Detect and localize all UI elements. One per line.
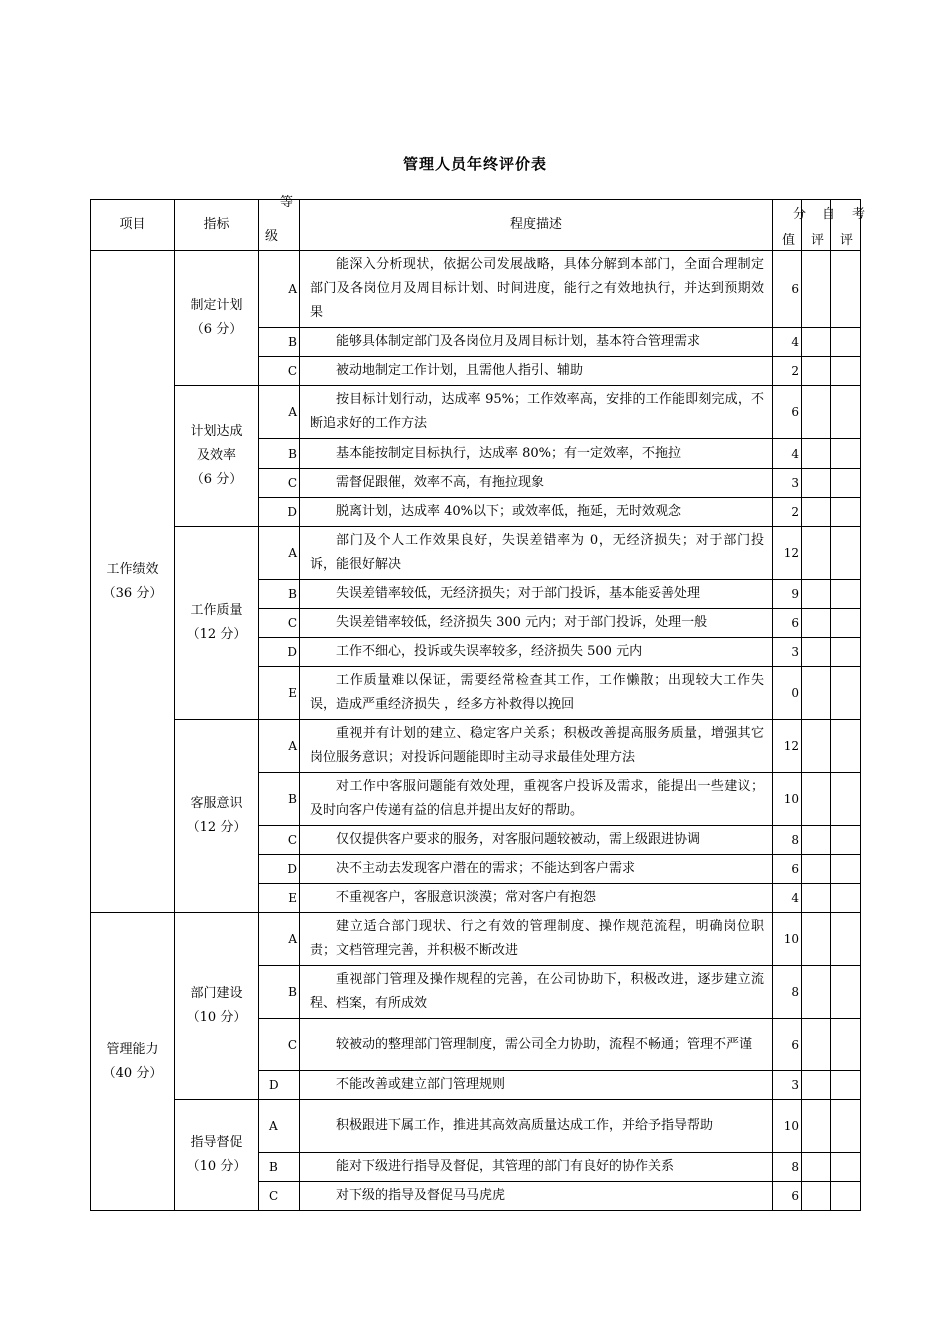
table-row — [91, 386, 861, 439]
score-cell: 4 — [773, 328, 802, 357]
description-cell: 对下级的指导及督促马马虎虎 — [300, 1182, 773, 1211]
description-cell: 较被动的整理部门管理制度，需公司全力协助，流程不畅通；管理不严谨 — [300, 1019, 773, 1071]
self-review-cell — [802, 357, 831, 386]
self-review-cell — [802, 855, 831, 884]
score-cell: 6 — [773, 1019, 802, 1071]
exam-review-cell — [831, 826, 861, 855]
description-cell: 被动地制定工作计划，且需他人指引、辅助 — [300, 357, 773, 386]
grade-cell: C — [259, 1182, 300, 1211]
grade-cell: D — [259, 855, 300, 884]
self-review-cell — [802, 251, 831, 328]
category-cell — [91, 913, 175, 1211]
header-item: 项目 — [91, 200, 175, 251]
indicator-name: 制定计划 — [190, 298, 243, 313]
self-review-cell — [802, 720, 831, 773]
grade-cell: B — [259, 1153, 300, 1182]
description-cell: 工作质量难以保证，需要经常检查其工作，工作懒散；出现较大工作失误，造成严重经济损失 ，经多方补救得以挽回 — [300, 667, 773, 720]
score-cell: 6 — [773, 855, 802, 884]
score-cell: 3 — [773, 469, 802, 498]
self-review-cell — [802, 1153, 831, 1182]
self-review-cell — [802, 884, 831, 913]
score-cell: 4 — [773, 439, 802, 469]
grade-cell: C — [259, 826, 300, 855]
header-exam-review — [831, 200, 866, 251]
header-grade-line-1: 等 — [279, 195, 293, 210]
indicator-points: （10 分） — [186, 1159, 247, 1174]
indicator-cell — [175, 1100, 259, 1211]
header-grade — [259, 195, 300, 251]
indicator-name: 工作质量 — [190, 603, 243, 618]
exam-review-cell — [831, 498, 861, 527]
description-cell: 能对下级进行指导及督促，其管理的部门有良好的协作关系 — [300, 1153, 773, 1182]
self-review-cell — [802, 609, 831, 638]
exam-review-cell — [831, 580, 861, 609]
page-title: 管理人员年终评价表 — [402, 155, 547, 173]
header-grade-line-2: 级 — [265, 229, 279, 244]
description-cell: 能够具体制定部门及各岗位月及周目标计划，基本符合管理需求 — [300, 328, 773, 357]
score-cell: 2 — [773, 498, 802, 527]
grade-cell: C — [259, 609, 300, 638]
self-review-cell — [802, 386, 831, 439]
indicator-cell — [175, 527, 259, 720]
indicator-points: （10 分） — [186, 1010, 247, 1025]
header-exam-line-2: 评 — [840, 233, 854, 248]
self-review-cell — [802, 773, 831, 826]
grade-cell: A — [259, 386, 300, 439]
description-cell: 失误差错率较低，经济损失 300 元内；对于部门投诉，处理一般 — [300, 609, 773, 638]
grade-cell: A — [259, 251, 300, 328]
description-cell: 不能改善或建立部门管理规则 — [300, 1071, 773, 1100]
exam-review-cell — [831, 386, 861, 439]
table-row — [91, 720, 861, 773]
grade-cell: B — [259, 580, 300, 609]
indicator-cell — [175, 913, 259, 1100]
exam-review-cell — [831, 773, 861, 826]
self-review-cell — [802, 1182, 831, 1211]
category-points: （36 分） — [102, 585, 163, 601]
score-cell: 10 — [773, 773, 802, 826]
grade-cell: E — [259, 667, 300, 720]
exam-review-cell — [831, 966, 861, 1019]
header-self-review — [802, 200, 836, 251]
score-cell: 6 — [773, 386, 802, 439]
table-row — [91, 251, 861, 328]
category-cell — [91, 251, 175, 913]
score-cell: 6 — [773, 1182, 802, 1211]
description-cell: 失误差错率较低，无经济损失；对于部门投诉，基本能妥善处理 — [300, 580, 773, 609]
self-review-cell — [802, 580, 831, 609]
self-review-cell — [802, 328, 831, 357]
exam-review-cell — [831, 1019, 861, 1071]
header-exam-line-1: 考 — [852, 207, 866, 222]
table-row — [91, 527, 861, 580]
header-indicator: 指标 — [175, 200, 259, 251]
header-description: 程度描述 — [300, 200, 773, 251]
self-review-cell — [802, 913, 831, 966]
grade-cell: A — [259, 720, 300, 773]
self-review-cell — [802, 826, 831, 855]
exam-review-cell — [831, 328, 861, 357]
description-cell: 建立适合部门现状、行之有效的管理制度、操作规范流程，明确岗位职责；文档管理完善，并积极不断改进 — [300, 913, 773, 966]
self-review-cell — [802, 469, 831, 498]
header-score-line-1: 分 — [793, 207, 807, 222]
score-cell: 12 — [773, 527, 802, 580]
indicator-name: 指导督促 — [190, 1135, 243, 1150]
exam-review-cell — [831, 1071, 861, 1100]
grade-cell: A — [259, 913, 300, 966]
score-cell: 8 — [773, 1153, 802, 1182]
indicator-points: （12 分） — [186, 820, 247, 835]
exam-review-cell — [831, 720, 861, 773]
exam-review-cell — [831, 1153, 861, 1182]
indicator-cell — [175, 251, 259, 386]
description-cell: 重视并有计划的建立、稳定客户关系；积极改善提高服务质量，增强其它岗位服务意识；对投诉问题能即时主动寻求最佳处理方法 — [300, 720, 773, 773]
description-cell: 不重视客户，客服意识淡漠；常对客户有抱怨 — [300, 884, 773, 913]
grade-cell: D — [259, 1071, 300, 1100]
self-review-cell — [802, 498, 831, 527]
exam-review-cell — [831, 609, 861, 638]
exam-review-cell — [831, 913, 861, 966]
score-cell: 2 — [773, 357, 802, 386]
description-cell: 仅仅提供客户要求的服务，对客服问题较被动，需上级跟进协调 — [300, 826, 773, 855]
description-cell: 对工作中客服问题能有效处理，重视客户投诉及需求，能提出一些建议；及时向客户传递有益的信息并提出友好的帮助。 — [300, 773, 773, 826]
header-score-line-2: 值 — [782, 233, 796, 248]
description-cell: 部门及个人工作效果良好，失误差错率为 0，无经济损失；对于部门投诉，能很好解决 — [300, 527, 773, 580]
exam-review-cell — [831, 1182, 861, 1211]
table-row — [91, 1100, 861, 1153]
header-score — [773, 200, 807, 251]
description-cell: 能深入分析现状，依据公司发展战略，具体分解到本部门，全面合理制定部门及各岗位月及周目标计划、时间进度，能行之有效地执行，并达到预期效果 — [300, 251, 773, 328]
self-review-cell — [802, 638, 831, 667]
grade-cell: C — [259, 1019, 300, 1071]
score-cell: 12 — [773, 720, 802, 773]
grade-cell: D — [259, 498, 300, 527]
score-cell: 8 — [773, 966, 802, 1019]
header-row — [91, 200, 861, 251]
score-cell: 9 — [773, 580, 802, 609]
indicator-points: （6 分） — [190, 472, 243, 487]
score-cell: 4 — [773, 884, 802, 913]
self-review-cell — [802, 1071, 831, 1100]
grade-cell: B — [259, 773, 300, 826]
indicator-name: 计划达成及效率 — [190, 424, 243, 463]
grade-cell: C — [259, 357, 300, 386]
score-cell: 6 — [773, 251, 802, 328]
exam-review-cell — [831, 469, 861, 498]
score-cell: 3 — [773, 1071, 802, 1100]
exam-review-cell — [831, 527, 861, 580]
score-cell: 10 — [773, 1100, 802, 1153]
description-cell: 积极跟进下属工作，推进其高效高质量达成工作，并给予指导帮助 — [300, 1100, 773, 1153]
grade-cell: E — [259, 884, 300, 913]
exam-review-cell — [831, 638, 861, 667]
self-review-cell — [802, 1100, 831, 1153]
description-cell: 需督促跟催，效率不高，有拖拉现象 — [300, 469, 773, 498]
exam-review-cell — [831, 884, 861, 913]
grade-cell: D — [259, 638, 300, 667]
exam-review-cell — [831, 1100, 861, 1153]
exam-review-cell — [831, 251, 861, 328]
category-points: （40 分） — [102, 1065, 163, 1081]
description-cell: 决不主动去发现客户潜在的需求；不能达到客户需求 — [300, 855, 773, 884]
indicator-points: （12 分） — [186, 627, 247, 642]
description-cell: 重视部门管理及操作规程的完善，在公司协助下，积极改进，逐步建立流程、档案，有所成效 — [300, 966, 773, 1019]
self-review-cell — [802, 667, 831, 720]
self-review-cell — [802, 439, 831, 469]
description-cell: 按目标计划行动，达成率 95%；工作效率高，安排的工作能即刻完成，不断追求好的工作方法 — [300, 386, 773, 439]
score-cell: 6 — [773, 609, 802, 638]
grade-cell: A — [259, 1100, 300, 1153]
grade-cell: A — [259, 527, 300, 580]
self-review-cell — [802, 966, 831, 1019]
description-cell: 脱离计划，达成率 40%以下；或效率低，拖延，无时效观念 — [300, 498, 773, 527]
header-self-line-1: 自 — [822, 207, 836, 222]
category-name: 工作绩效 — [106, 561, 159, 577]
score-cell: 10 — [773, 913, 802, 966]
score-cell: 8 — [773, 826, 802, 855]
header-self-line-2: 评 — [811, 233, 825, 248]
grade-cell: B — [259, 439, 300, 469]
score-cell: 0 — [773, 667, 802, 720]
category-name: 管理能力 — [106, 1041, 159, 1057]
score-cell: 3 — [773, 638, 802, 667]
grade-cell: B — [259, 966, 300, 1019]
description-cell: 工作不细心，投诉或失误率较多，经济损失 500 元内 — [300, 638, 773, 667]
indicator-points: （6 分） — [190, 322, 243, 337]
self-review-cell — [802, 527, 831, 580]
table-row — [91, 913, 861, 966]
evaluation-table — [90, 195, 866, 1211]
indicator-name: 客服意识 — [190, 796, 243, 811]
indicator-name: 部门建设 — [190, 986, 243, 1001]
indicator-cell — [175, 720, 259, 913]
grade-cell: C — [259, 469, 300, 498]
indicator-cell — [175, 386, 259, 527]
grade-cell: B — [259, 328, 300, 357]
exam-review-cell — [831, 667, 861, 720]
exam-review-cell — [831, 439, 861, 469]
exam-review-cell — [831, 357, 861, 386]
description-cell: 基本能按制定目标执行，达成率 80%；有一定效率，不拖拉 — [300, 439, 773, 469]
self-review-cell — [802, 1019, 831, 1071]
exam-review-cell — [831, 855, 861, 884]
